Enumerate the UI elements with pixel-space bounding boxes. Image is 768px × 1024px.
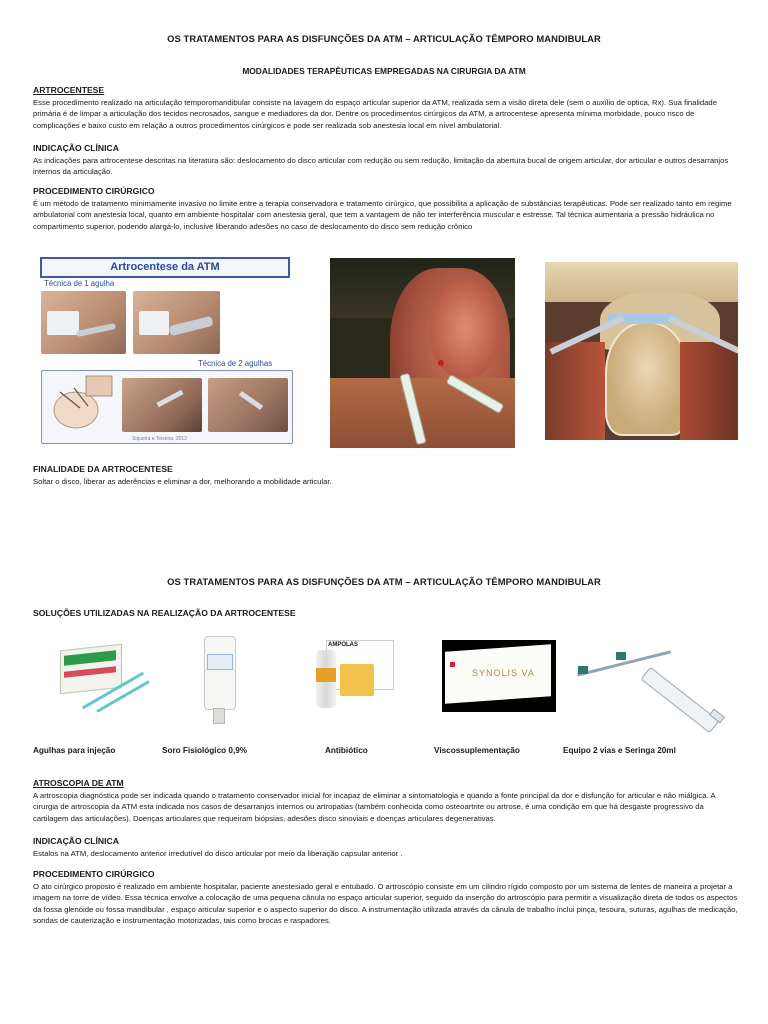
finalidade-heading: FINALIDADE DA ARTROCENTESE: [33, 464, 173, 474]
procedimento2-section: [33, 869, 738, 926]
indicacao-text: As indicações para artrocentese descritas na literatura são: deslocamento do disco articular com redução ou sem redução, limitação da abertura bucal de origem articular, dor articular e outros desarranjos internos da articulação.: [33, 156, 729, 177]
technique-two-needles-label: Técnica de 2 agulhas: [198, 359, 273, 368]
one-needle-photo-a: [41, 291, 126, 354]
indicacao-heading: INDICAÇÃO CLÍNICA: [33, 143, 119, 153]
artrocentese-section: [33, 85, 738, 131]
artroscopia-heading: ATROSCOPIA DE ATM: [33, 778, 124, 788]
two-needles-photo-b: [208, 378, 288, 432]
procedimento2-heading: PROCEDIMENTO CIRÚRGICO: [33, 869, 155, 879]
technique-one-needle-label: Técnica de 1 agulha: [44, 279, 115, 288]
page-title: OS TRATAMENTOS PARA AS DISFUNÇÕES DA ATM – ARTICULAÇÃO TÊMPORO MANDIBULAR: [167, 33, 601, 44]
section-subtitle: MODALIDADES TERAPÊUTICAS EMPREGADAS NA CIRURGIA DA ATM: [242, 66, 526, 76]
indicacao-section: [33, 143, 738, 178]
solucoes-heading: SOLUÇÕES UTILIZADAS NA REALIZAÇÃO DA ARTROCENTESE: [33, 608, 296, 618]
artroscopia-text: A artroscopia diagnóstica pode ser indicada quando o tratamento conservador inicial for incapaz de eliminar a sintomatologia e quando a fonte principal da dor e disfunção for articular e não miálgica. A cirurgia de artroscopia da ATM esta indicada nos casos de desarranjos internos ou artropatias (também conhecida como osteoartrite ou artrose, é uma condição em que há desgaste progressivo da cartilagem das articulações). Doenças articulares que requeiram biópsias, adesões disco sinoviais e doenças articulares degenerativas.: [33, 791, 716, 823]
artrocentese-heading: ARTROCENTESE: [33, 85, 105, 95]
caption-antibiotic: Antibiótico: [325, 746, 368, 755]
procedimento2-text: O ato cirúrgico proposto é realizado em ambiente hospitalar, paciente anestesiado geral e entubado. O artroscópio consiste em um cilindro rígido composto por um sistema de lentes de maneira a projetar a imagem na torre de vídeo. Essa técnica envolve a colocação de uma pequena cânula no espaço articular superior, seguido da inserção do artroscópio para permitir a visualização direta de todos os aspectos da fossa glenóide ou fossa mandibular , espaço articular superior e o aspecto superior do disco. A instrumentação utilizada através da cânula de trabalho inclui pinça, tesoura, suturas, agulhas de medicação, sondas de cauterização e instrumentação motorizadas, tais como brocas e raspadores.: [33, 882, 738, 925]
artrocentese-text: Esse procedimento realizado na articulação temporomandibular consiste na lavagem do espaço articular superior da ATM, realizada sem a visão direta dele (sem o auxílio de optica, Rx). Sua finalidade primária é de limpar a articulação dos tecidos necrosados, sangue e mediadores da dor. Dentre os procedimentos cirúrgicos da ATM, a artrocentese apresenta mínima morbidade, pouco risco de complicações e baixo custo em relação a outros procedimentos cirúrgicos e pode ser realizada sob anestesia local em nível ambulatorial.: [33, 98, 717, 130]
tmj-anatomy-illustration: [545, 262, 738, 440]
indicacao2-heading: INDICAÇÃO CLÍNICA: [33, 836, 119, 846]
artrocentese-technique-figure: [38, 256, 296, 446]
indicacao2-section: [33, 836, 738, 859]
antibiotic-image: [316, 640, 394, 712]
procedimento-section: [33, 186, 738, 232]
page2-title: OS TRATAMENTOS PARA AS DISFUNÇÕES DA ATM – ARTICULAÇÃO TÊMPORO MANDIBULAR: [167, 576, 601, 587]
solucoes-section: [33, 608, 738, 620]
arthrocentesis-ear-photo: [330, 258, 515, 448]
finalidade-text: Soltar o disco, liberar as aderências e eliminar a dor, melhorando a mobilidade articular.: [33, 477, 332, 486]
two-needles-diagram: [46, 374, 118, 434]
caption-needles: Agulhas para injeção: [33, 746, 116, 755]
procedimento-text: É um método de tratamento minimamente invasivo no limite entre a terapia conservadora e tratamento cirúrgico, que possibilita a aplicação de substâncias terapêuticas. Pode ser realizado tanto em regime ambulatorial com anestesia local, quanto em ambiente hospitalar com anestesia geral, que tem a vantagem de não ter interferência muscular e estresse. Tal técnica aumentaria a pressão hidráulica no compartimento superior, podendo alargá-lo, inclusive liberando adesões no caso de deslocamento do disco sem redução crônico: [33, 199, 732, 231]
artroscopia-section: [33, 778, 738, 824]
ampolas-label: AMPOLAS: [328, 642, 358, 648]
caption-visco: Viscossuplementação: [434, 746, 520, 755]
caption-saline: Soro Fisiológico 0,9%: [162, 746, 248, 755]
one-needle-photo-b: [133, 291, 220, 354]
needles-box-image: [58, 645, 148, 705]
equipo-syringe-image: [576, 632, 726, 728]
two-needles-photo-a: [122, 378, 202, 432]
synolis-label: SYNOLIS VA: [472, 668, 535, 678]
figure-title: Artrocentese da ATM: [40, 257, 290, 278]
indicacao2-text: Estalos na ATM, deslocamento anterior irredutível do disco articular por meio da liberação capsular anterior .: [33, 849, 403, 858]
figure-credit: Siqueira e Teixeira, 2012: [132, 436, 187, 442]
saline-bag-image: [198, 636, 243, 724]
finalidade-section: [33, 464, 738, 487]
procedimento-heading: PROCEDIMENTO CIRÚRGICO: [33, 186, 155, 196]
viscosupplementation-image: [442, 640, 556, 712]
caption-equipo: Equipo 2 vias e Seringa 20ml: [563, 746, 676, 755]
